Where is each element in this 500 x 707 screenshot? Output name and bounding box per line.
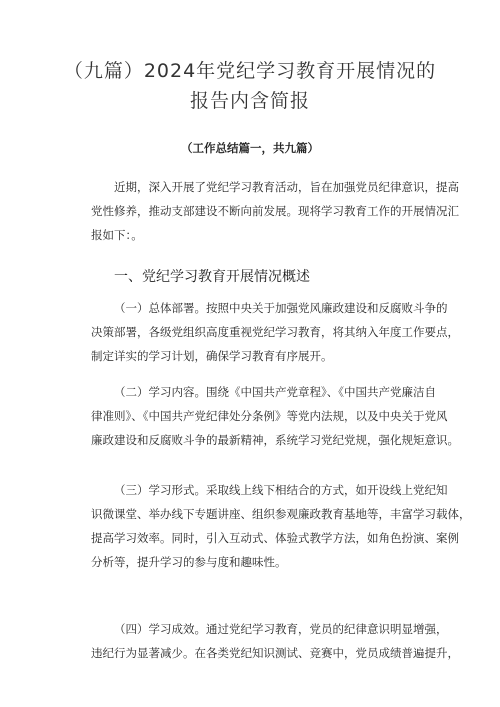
paragraph-line: 识微课堂、举办线下专题讲座、组织参观廉政教育基地等，丰富学习载体， <box>91 507 471 521</box>
paragraph-line: （二）学习内容。围绕《中国共产党章程》、《中国共产党廉洁自 <box>114 385 436 399</box>
intro-line: 报如下：。 <box>91 228 143 242</box>
document-title-line-1: （九篇）2024年党纪学习教育开展情况的 <box>63 60 437 82</box>
intro-paragraph <box>91 175 459 247</box>
paragraph-line: 违纪行为显著减少。在各类党纪知识测试、竞赛中，党员成绩普遍提升， <box>91 646 459 660</box>
paragraph-study-content <box>91 380 459 452</box>
paragraph-line: （四）学习成效。通过党纪学习教育，党员的纪律意识明显增强， <box>114 622 448 636</box>
paragraph-study-results <box>91 617 459 665</box>
document-title-line-2: 报告内含简报 <box>189 90 310 112</box>
paragraph-line: 决策部署，各级党组织高度重视党纪学习教育，将其纳入年度工作要点， <box>91 325 459 339</box>
paragraph-line: 分析等，提升学习的参与度和趣味性。 <box>91 555 287 569</box>
paragraph-line: 律准则》、《中国共产党纪律处分条例》等党内法规，以及中央关于党风 <box>91 409 448 423</box>
section-heading: 一、党纪学习教育开展情况概述 <box>114 269 310 285</box>
paragraph-study-form <box>91 478 471 574</box>
intro-line: 近期，深入开展了党纪学习教育活动，旨在加强党员纪律意识，提高 <box>114 180 459 194</box>
paragraph-overall-deployment <box>91 296 459 368</box>
intro-line: 党性修养，推动支部建设不断向前发展。现将学习教育工作的开展情况汇 <box>91 204 459 218</box>
document-subtitle: （工作总结篇一，共九篇） <box>181 141 319 155</box>
paragraph-line: 提高学习效率。同时，引入互动式、体验式教学方法，如角色扮演、案例 <box>91 531 459 545</box>
paragraph-line: 制定详实的学习计划，确保学习教育有序展开。 <box>91 349 333 363</box>
paragraph-line: （一）总体部署。按照中央关于加强党风廉政建设和反腐败斗争的 <box>114 301 448 315</box>
paragraph-line: 廉政建设和反腐败斗争的最新精神，系统学习党纪党规，强化规矩意识。 <box>91 433 459 447</box>
paragraph-line: （三）学习形式。采取线上线下相结合的方式，如开设线上党纪知 <box>114 483 448 497</box>
